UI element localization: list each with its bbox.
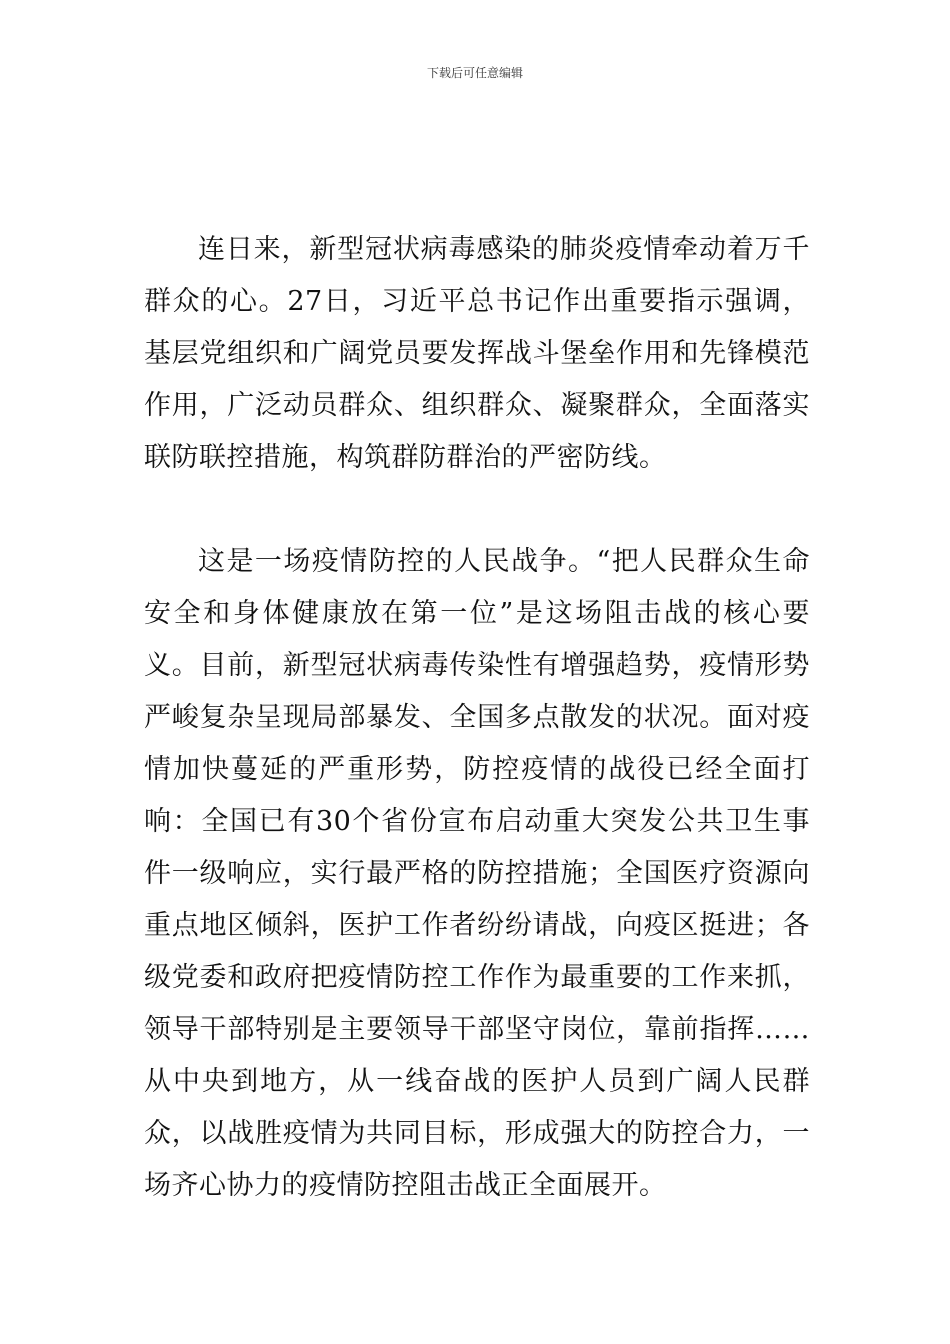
paragraph-2: 这是一场疫情防控的人民战争。“把人民群众生命安全和身体健康放在第一位”是这场阻击战的核心要义。目前，新型冠状病毒传染性有增强趋势，疫情形势严峻复杂呈现局部暴发、全国多点散发的状况。面对疫情加快蔓延的严重形势，防控疫情的战役已经全面打响：全国已有30个省份宣布启动重大突发公共卫生事件一级响应，实行最严格的防控措施；全国医疗资源向重点地区倾斜，医护工作者纷纷请战，向疫区挺进；各级党委和政府把疫情防控工作作为最重要的工作来抓，领导干部特别是主要领导干部坚守岗位，靠前指挥……从中央到地方，从一线奋战的医护人员到广阔人民群众，以战胜疫情为共同目标，形成强大的防控合力，一场齐心协力的疫情防控阻击战正全面展开。 [144,546,810,1201]
page-header-note: 下载后可任意编辑 [426,66,523,80]
document-body [144,224,810,1212]
paragraph-1: 连日来，新型冠状病毒感染的肺炎疫情牵动着万千群众的心。27日，习近平总书记作出重要指示强调，基层党组织和广阔党员要发挥战斗堡垒作用和先锋模范作用，广泛动员群众、组织群众、凝聚群众，全面落实联防联控措施，构筑群防群治的严密防线。 [144,234,810,473]
